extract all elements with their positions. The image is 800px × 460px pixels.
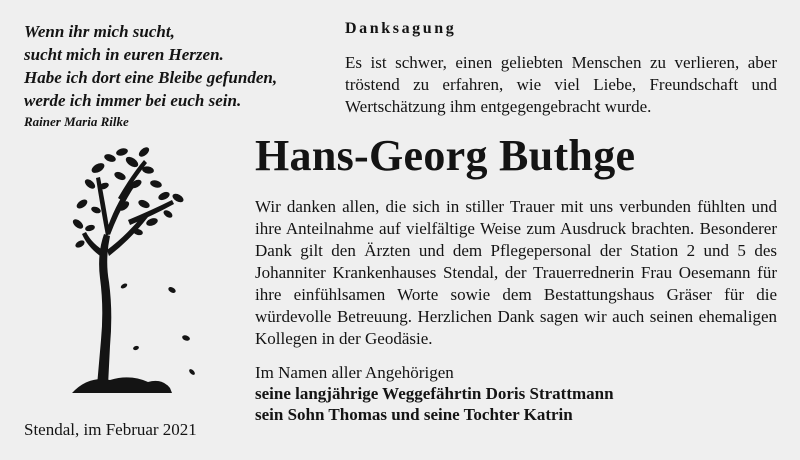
heading-danksagung: Danksagung — [345, 20, 457, 37]
poem-line: sucht mich in euren Herzen. — [24, 45, 224, 64]
signoff-mourner: sein Sohn Thomas und seine Tochter Katrin — [255, 405, 573, 424]
deceased-name: Hans-Georg Buthge — [255, 131, 636, 180]
intro-text: Es ist schwer, einen geliebten Menschen zu verlieren, aber tröstend zu erfahren, wie viel Liebe, Freundschaft und Wertschätzung ihm entgegengebracht wurde. — [345, 53, 777, 116]
signoff-mourner: seine langjährige Weggefährtin Doris Strattmann — [255, 384, 614, 403]
poem-line: werde ich immer bei euch sein. — [24, 91, 242, 110]
poem-line: Wenn ihr mich sucht, — [24, 22, 175, 41]
thanks-text: Wir danken allen, die sich in stiller Trauer mit uns verbunden fühlten und ihre Anteilnahme auf vielfältige Weise zum Ausdruck brachten. Besonderer Dank gilt den Ärzten und dem Pflegepersonal der Station 2 und 5 des Johanniter Krankenhauses Stendal, der Trauerrednerin Frau Oesemann für ihre einfühlsamen Worte sowie dem Bestattungshaus Gräser für die würdevolle Betreuung. Herzlichen Dank sagen wir auch seinen ehemaligen Kollegen in der Geodäsie. — [255, 197, 777, 348]
place-date: Stendal, im Februar 2021 — [24, 420, 197, 439]
poem-line: Habe ich dort eine Bleibe gefunden, — [24, 68, 278, 87]
signoff — [255, 362, 777, 425]
signoff-lead: Im Namen aller Angehörigen — [255, 363, 454, 382]
poem-quote — [24, 20, 314, 112]
tree-with-falling-leaves-icon — [60, 140, 210, 402]
poem-author: Rainer Maria Rilke — [24, 114, 129, 129]
